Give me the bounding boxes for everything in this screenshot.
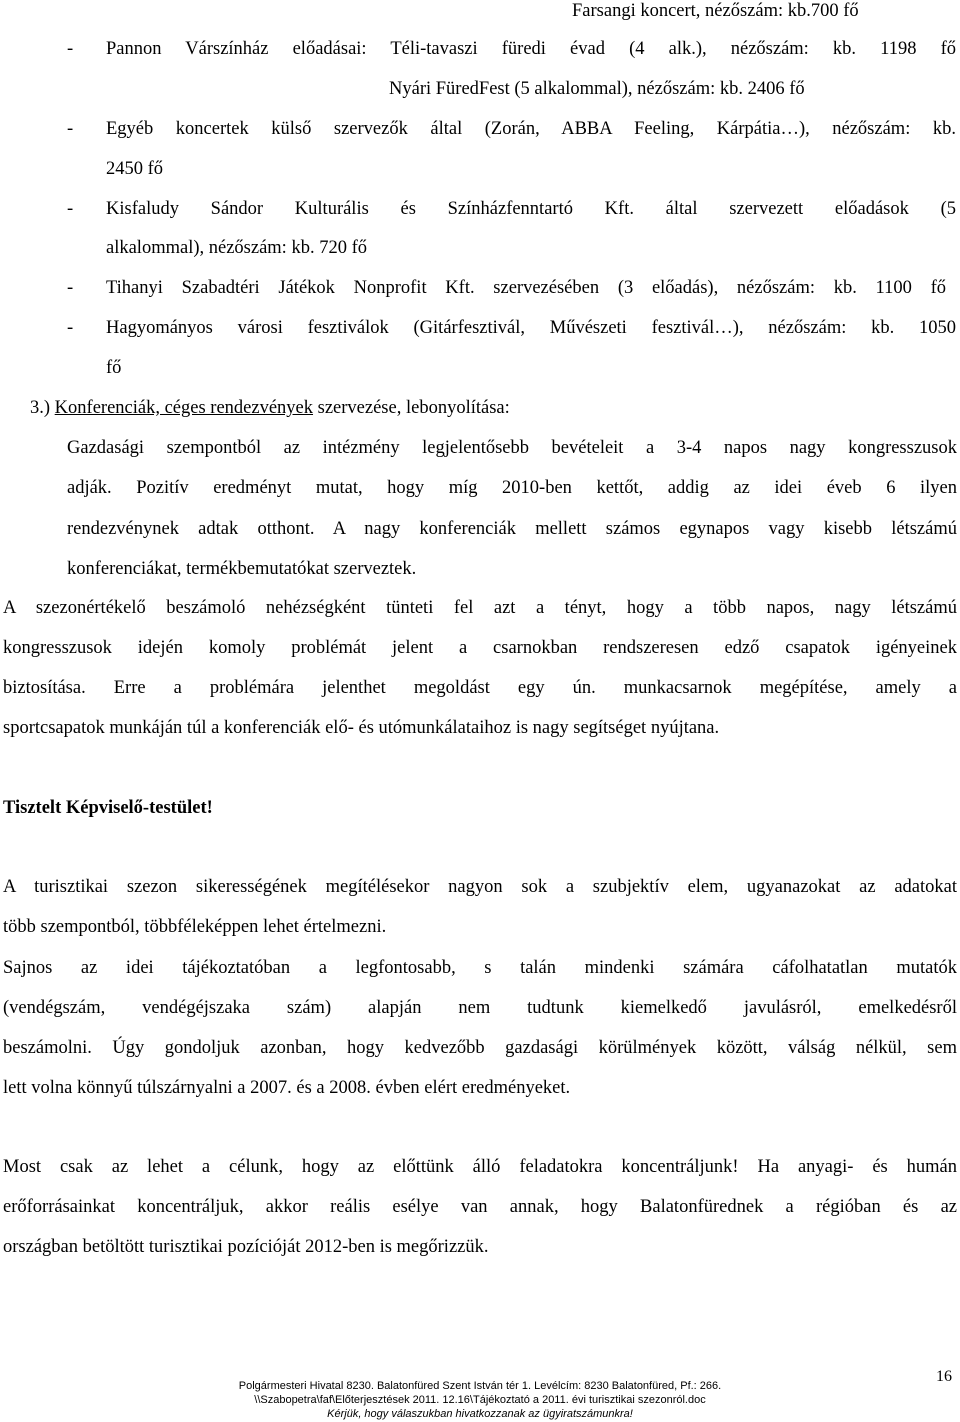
list-item-hagyomanyos-line1: Hagyományos városi fesztiválok (Gitárfesztivál, Művészeti fesztivál…), nézőszám: kb. 1050 xyxy=(106,318,956,338)
para-turisztikai-line: több szempontból, többféleképpen lehet értelmezni. xyxy=(3,917,387,937)
para-most-line: Most csak az lehet a célunk, hogy az előttünk álló feladatokra koncentráljunk! Ha anyagi- és humán xyxy=(3,1157,957,1177)
list-item-egyeb-line1: Egyéb koncertek külső szervezők által (Zorán, ABBA Feeling, Kárpátia…), nézőszám: kb. xyxy=(106,119,956,139)
para-most-line: országban betöltött turisztikai pozícióját 2012-ben is megőrizzük. xyxy=(3,1237,489,1257)
section3-line: rendezvénynek adtak otthont. A nagy konferenciák mellett számos egynapos vagy kisebb létszámú xyxy=(67,519,957,539)
list-dash: - xyxy=(67,278,74,298)
section3-line: konferenciákat, termékbemutatókat szerveztek. xyxy=(67,559,417,579)
para-szezon-line: A szezonértékelő beszámoló nehézségként tünteti fel azt a tényt, hogy a több napos, nagy létszámú xyxy=(3,598,957,618)
list-item-egyeb-line2: 2450 fő xyxy=(106,159,164,179)
para-sajnos-line: lett volna könnyű túlszárnyalni a 2007. és a 2008. évben elért eredményeket. xyxy=(3,1078,571,1098)
para-szezon-line: kongresszusok idején komoly problémát jelent a csarnokban rendszeresen edző csapatok igényeinek xyxy=(3,638,957,658)
list-item-hagyomanyos-line2: fő xyxy=(106,358,122,378)
footer-path: \\Szabopetra\faf\Előterjesztések 2011. 12.16\Tájékoztató a 2011. évi turisztikai szezonról.doc xyxy=(254,1394,706,1406)
section3-number: 3.) xyxy=(30,398,51,418)
salutation: Tisztelt Képviselő-testület! xyxy=(3,798,213,818)
footer-note: Kérjük, hogy válaszukban hivatkozzanak az ügyiratszámunkra! xyxy=(327,1408,633,1420)
section3-heading xyxy=(30,397,930,419)
section3-heading-underlined: Konferenciák, céges rendezvények xyxy=(54,398,314,418)
para-szezon-line: sportcsapatok munkáján túl a konferenciák elő- és utómunkálataihoz is nagy segítséget nyújtana. xyxy=(3,718,720,738)
list-dash: - xyxy=(67,119,74,139)
list-item-kisfaludy-line1: Kisfaludy Sándor Kulturális és Színházfenntartó Kft. által szervezett előadások (5 xyxy=(106,199,956,219)
page-number: 16 xyxy=(936,1368,952,1385)
para-sajnos-line: Sajnos az idei tájékoztatóban a legfontosabb, s talán mindenki számára cáfolhatatlan mutatók xyxy=(3,958,957,978)
para-most-line: erőforrásainkat koncentráljuk, akkor reális esélye van annak, hogy Balatonfürednek a régióban és az xyxy=(3,1197,957,1217)
list-dash: - xyxy=(67,39,74,59)
header-line: Farsangi koncert, nézőszám: kb.700 fő xyxy=(572,1,859,21)
section3-heading-rest: szervezése, lebonyolítása: xyxy=(313,398,510,418)
footer-address: Polgármesteri Hivatal 8230. Balatonfüred Szent István tér 1. Levélcím: 8230 Balatonfüred, Pf.: 266. xyxy=(238,1380,722,1392)
section3-line: Gazdasági szempontból az intézmény legjelentősebb bevételeit a 3-4 napos nagy kongresszusok xyxy=(67,438,957,458)
para-sajnos-line: beszámolni. Úgy gondoljuk azonban, hogy kedvezőbb gazdasági körülmények között, válság nélkül, sem xyxy=(3,1038,957,1058)
list-item-pannon-line2: Nyári FüredFest (5 alkalommal), nézőszám: kb. 2406 fő xyxy=(389,79,805,99)
para-sajnos-line: (vendégszám, vendégéjszaka szám) alapján nem tudtunk kiemelkedő javulásról, emelkedésről xyxy=(3,998,957,1018)
para-szezon-line: biztosítása. Erre a problémára jelenthet megoldást egy ún. munkacsarnok megépítése, amely a xyxy=(3,678,957,698)
para-turisztikai-line: A turisztikai szezon sikerességének megítélésekor nagyon sok a szubjektív elem, ugyanazokat az adatokat xyxy=(3,877,957,897)
list-dash: - xyxy=(67,318,74,338)
list-item-pannon-line1: Pannon Várszínház előadásai: Téli-tavaszi füredi évad (4 alk.), nézőszám: kb. 1198 fő xyxy=(106,39,956,59)
list-dash: - xyxy=(67,199,74,219)
list-item-tihany: Tihanyi Szabadtéri Játékok Nonprofit Kft. szervezésében (3 előadás), nézőszám: kb. 1100 fő xyxy=(106,278,946,298)
list-item-kisfaludy-line2: alkalommal), nézőszám: kb. 720 fő xyxy=(106,238,367,258)
section3-line: adják. Pozitív eredményt mutat, hogy míg 2010-ben kettőt, addig az idei éveb 6 ilyen xyxy=(67,478,957,498)
